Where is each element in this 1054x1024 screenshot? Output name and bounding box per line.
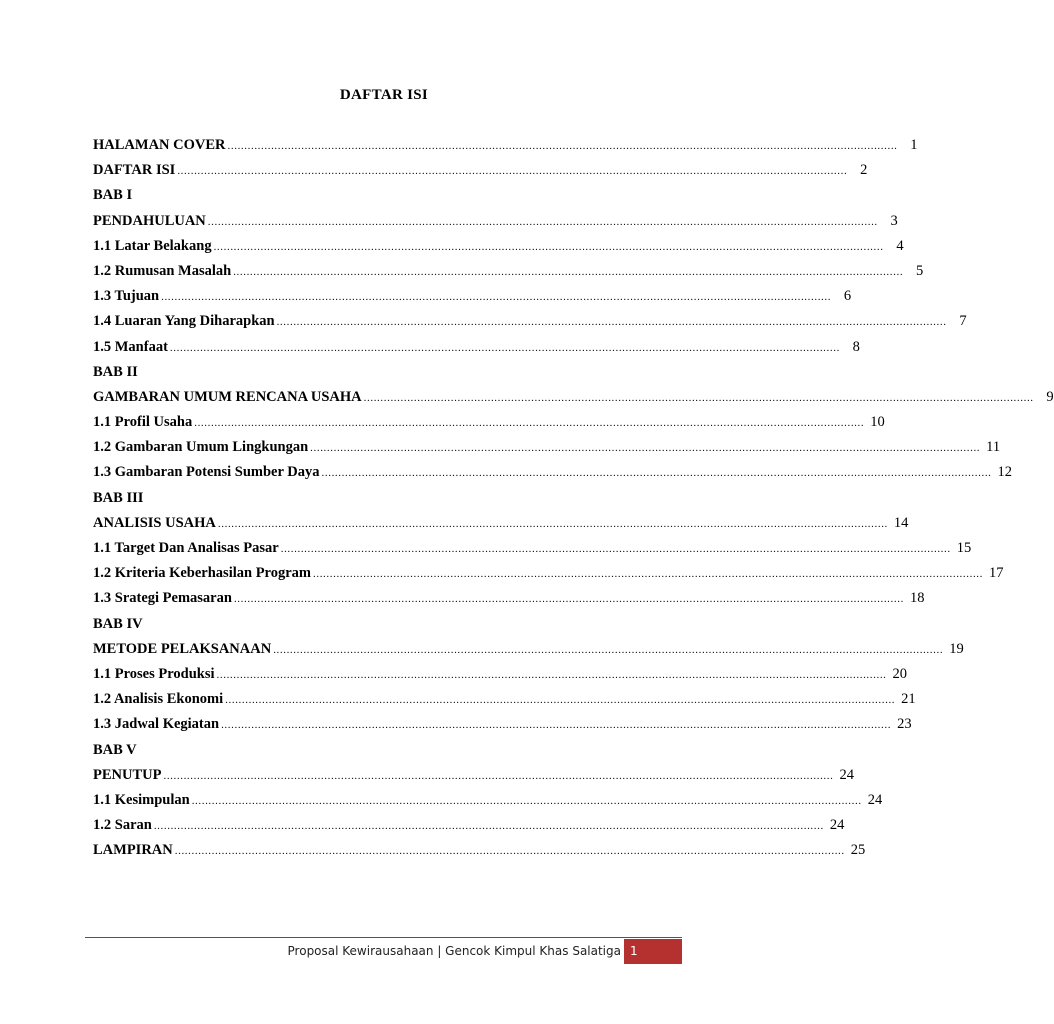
toc-title: DAFTAR ISI <box>339 87 429 103</box>
toc-leader-dots: ........................................................................................................................................................................................................ <box>177 165 848 178</box>
toc-entry-label: 1.2 Kriteria Keberhasilan Program <box>93 565 311 582</box>
toc-entry-label: BAB V <box>93 741 137 758</box>
toc-entry-label: BAB IV <box>93 615 143 632</box>
toc-leader-dots: ........................................................................................................................................................................................................ <box>169 341 840 354</box>
toc-entry <box>93 788 883 813</box>
toc-entry-label: PENUTUP <box>93 766 162 783</box>
toc-entry-label: 1.1 Profil Usaha <box>93 414 193 431</box>
toc-entry-label: BAB II <box>93 363 138 380</box>
toc-entry-page: 24 <box>829 817 845 834</box>
toc-entry <box>93 738 642 763</box>
toc-entry-label: BAB I <box>93 187 133 204</box>
toc-entry-page: 17 <box>989 565 1004 582</box>
toc-leader-dots: ........................................................................................................................................................................................................ <box>213 240 884 253</box>
toc-entry-label: 1.1 Kesimpulan <box>93 791 190 808</box>
toc-entry-label: GAMBARAN UMUM RENCANA USAHA <box>93 388 362 405</box>
toc-entry-label: HALAMAN COVER <box>93 137 226 153</box>
toc-entry-label: 1.3 Srategi Pemasaran <box>93 590 232 607</box>
footer-divider <box>85 937 682 938</box>
toc-entry <box>93 410 885 435</box>
toc-leader-dots: ........................................................................................................................................................................................................ <box>225 694 896 707</box>
toc-entry-page: 24 <box>839 766 854 783</box>
toc-entry <box>93 259 924 284</box>
toc-entry-page: 7 <box>959 313 967 330</box>
toc-entry-page: 15 <box>956 540 972 556</box>
toc-entry-label: 1.1 Target Dan Analisas Pasar <box>93 540 279 556</box>
toc-leader-dots: ........................................................................................................................................................................................................ <box>313 568 983 581</box>
toc-entry <box>93 838 866 863</box>
toc-leader-dots: ........................................................................................................................................................................................................ <box>233 265 904 278</box>
footer-text: Proposal Kewirausahaan | Gencok Kimpul Khas Salatiga <box>287 944 621 958</box>
toc-entry <box>93 209 898 234</box>
toc-leader-dots: ........................................................................................................................................................................................................ <box>321 467 992 480</box>
toc-leader-dots: ........................................................................................................................................................................................................ <box>194 417 865 430</box>
toc-entry-page: 23 <box>897 716 912 733</box>
toc-entry-label: 1.4 Luaran Yang Diharapkan <box>93 313 275 330</box>
toc-entry-label: 1.2 Saran <box>93 817 152 834</box>
toc-entry-page: 4 <box>896 237 904 254</box>
toc-entry <box>93 486 642 511</box>
toc-entry-page: 14 <box>893 514 909 531</box>
toc-entry <box>93 158 868 183</box>
toc-entry-page: 11 <box>986 439 1001 456</box>
toc-leader-dots: ........................................................................................................................................................................................................ <box>280 543 951 555</box>
toc-leader-dots: ........................................................................................................................................................................................................ <box>217 517 888 530</box>
toc-leader-dots: ........................................................................................................................................................................................................ <box>221 719 892 732</box>
toc-leader-dots: ........................................................................................................................................................................................................ <box>227 140 898 152</box>
toc-leader-dots: ........................................................................................................................................................................................................ <box>216 668 887 681</box>
toc-entry-label: ANALISIS USAHA <box>93 514 216 531</box>
toc-entry <box>93 511 909 536</box>
toc-entry-page: 9 <box>1046 388 1054 405</box>
toc-entry <box>93 637 964 662</box>
toc-entry-label: 1.3 Tujuan <box>93 288 160 305</box>
footer-page-number: 1 <box>624 939 682 964</box>
toc-entry <box>93 335 860 360</box>
toc-entry <box>93 133 918 158</box>
toc-leader-dots: ........................................................................................................................................................................................................ <box>207 215 878 228</box>
toc-entry <box>93 561 1004 586</box>
toc-entry-page: 18 <box>909 590 925 607</box>
toc-leader-dots: ........................................................................................................................................................................................................ <box>363 391 1034 404</box>
toc-entry <box>93 460 1013 485</box>
toc-entry <box>93 662 908 687</box>
toc-leader-dots: ........................................................................................................................................................................................................ <box>191 794 862 807</box>
toc-entry <box>93 309 967 334</box>
toc-entry-page: 1 <box>910 137 918 153</box>
toc-entry-page: 25 <box>850 842 866 859</box>
toc-entry-label: 1.2 Gambaran Umum Lingkungan <box>93 439 309 456</box>
toc-entry-label: PENDAHULUAN <box>93 212 206 229</box>
toc-entry-page: 8 <box>852 338 860 355</box>
toc-entry <box>93 360 642 385</box>
toc-entry-label: 1.1 Latar Belakang <box>93 237 212 254</box>
toc-entry-page: 3 <box>890 212 898 229</box>
toc-entry-label: 1.2 Analisis Ekonomi <box>93 691 224 708</box>
toc-entry-label: 1.3 Gambaran Potensi Sumber Daya <box>93 464 320 481</box>
toc-leader-dots: ........................................................................................................................................................................................................ <box>233 593 904 606</box>
toc-entry-label: BAB III <box>93 489 144 506</box>
toc-entry <box>93 712 912 737</box>
toc-entry-page: 21 <box>901 691 916 708</box>
toc-entry-label: 1.1 Proses Produksi <box>93 665 215 682</box>
toc-entry-label: 1.2 Rumusan Masalah <box>93 262 232 279</box>
toc-entry-page: 20 <box>892 665 908 682</box>
toc-entry-label: METODE PELAKSANAAN <box>93 640 272 657</box>
toc-leader-dots: ........................................................................................................................................................................................................ <box>174 845 845 858</box>
toc-leader-dots: ........................................................................................................................................................................................................ <box>161 291 832 304</box>
toc-entry <box>93 183 642 208</box>
toc-entry <box>93 763 854 788</box>
toc-entry <box>93 234 904 259</box>
toc-leader-dots: ........................................................................................................................................................................................................ <box>310 442 981 455</box>
toc-entry <box>93 385 1054 410</box>
toc-entry <box>93 536 972 561</box>
toc-leader-dots: ........................................................................................................................................................................................................ <box>163 769 834 782</box>
toc-entry <box>93 612 642 637</box>
toc-entry <box>93 687 916 712</box>
toc-entry-page: 6 <box>843 288 852 305</box>
toc-leader-dots: ........................................................................................................................................................................................................ <box>153 820 824 833</box>
toc-entry <box>93 813 845 838</box>
toc-entry-label: 1.3 Jadwal Kegiatan <box>93 716 220 733</box>
toc-entry-label: LAMPIRAN <box>93 842 173 859</box>
toc-entry-label: DAFTAR ISI <box>93 162 176 179</box>
toc-entry-page: 24 <box>867 791 883 808</box>
toc-leader-dots: ........................................................................................................................................................................................................ <box>276 316 947 329</box>
toc-entry <box>93 435 1001 460</box>
toc-entry-page: 12 <box>997 464 1013 481</box>
toc-entry <box>93 586 925 611</box>
toc-entry-page: 5 <box>915 262 924 279</box>
toc-entry-label: 1.5 Manfaat <box>93 338 168 355</box>
toc-entry <box>93 284 852 309</box>
table-of-contents <box>93 133 1054 863</box>
toc-entry-page: 10 <box>870 414 885 431</box>
toc-entry-page: 2 <box>860 162 868 179</box>
toc-leader-dots: ........................................................................................................................................................................................................ <box>273 643 944 656</box>
toc-entry-page: 19 <box>949 640 964 657</box>
